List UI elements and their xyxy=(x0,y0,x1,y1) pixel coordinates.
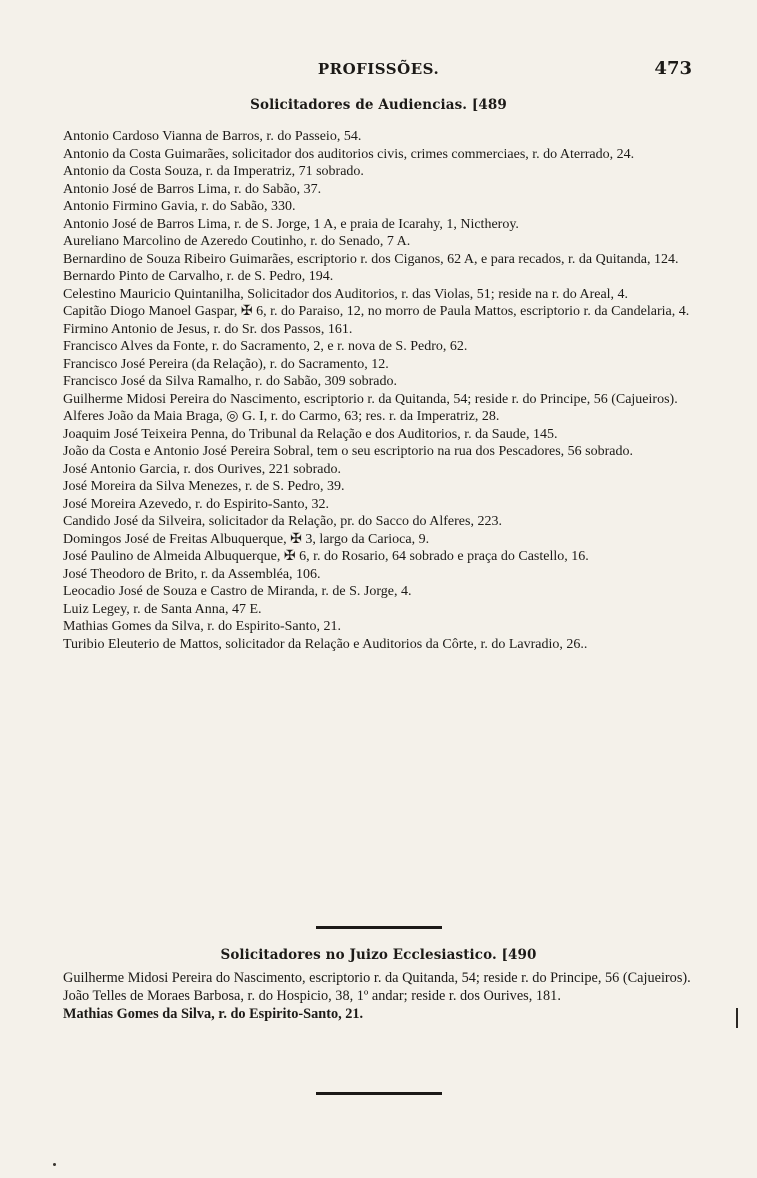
running-head-title: PROFISSÕES. xyxy=(317,60,440,78)
section-divider xyxy=(316,926,442,929)
list-item: João da Costa e Antonio José Pereira Sobral, tem o seu escriptorio na rua dos Pescadores, 56 sobrado. xyxy=(63,444,633,459)
running-head xyxy=(0,60,757,88)
list-item: José Antonio Garcia, r. dos Ourives, 221 sobrado. xyxy=(63,461,342,477)
list-item: Firmino Antonio de Jesus, r. do Sr. dos Passos, 161. xyxy=(63,321,353,337)
list-item: João Telles de Moraes Barbosa, r. do Hospicio, 38, 1º andar; reside r. dos Ourives, 181. xyxy=(63,988,561,1004)
list-item: Bernardino de Souza Ribeiro Guimarães, escriptorio r. dos Ciganos, 62 A, e para recados, r. da Quitanda, 124. xyxy=(63,251,679,267)
list-item: Antonio Cardoso Vianna de Barros, r. do Passeio, 54. xyxy=(63,129,362,144)
list-item: Mathias Gomes da Silva, r. do Espirito-Santo, 21. xyxy=(63,619,342,634)
list-item: Antonio José de Barros Lima, r. de S. Jorge, 1 A, e praia de Icarahy, 1, Nictheroy. xyxy=(63,216,519,232)
closing-divider xyxy=(316,1092,442,1095)
margin-mark xyxy=(736,1008,738,1028)
list-item: Domingos José de Freitas Albuquerque, ✠ 3, largo da Carioca, 9. xyxy=(63,531,430,547)
list-item: Antonio José de Barros Lima, r. do Sabão, 37. xyxy=(63,181,322,197)
list-item: Mathias Gomes da Silva, r. do Espirito-Santo, 21. xyxy=(63,1006,364,1022)
list-item: Celestino Mauricio Quintanilha, Solicitador dos Auditorios, r. das Violas, 51; reside na r. do Areal, 4. xyxy=(63,286,629,302)
list-item: Joaquim José Teixeira Penna, do Tribunal da Relação e dos Auditorios, r. da Saude, 145. xyxy=(63,426,558,442)
list-item: José Moreira da Silva Menezes, r. de S. Pedro, 39. xyxy=(63,479,345,494)
entries-ecclesiastico xyxy=(63,969,698,1023)
list-item: Aureliano Marcolino de Azeredo Coutinho, r. do Senado, 7 A. xyxy=(63,234,411,249)
list-item: José Theodoro de Brito, r. da Assembléa, 106. xyxy=(63,566,321,582)
list-item: Bernardo Pinto de Carvalho, r. de S. Pedro, 194. xyxy=(63,269,334,284)
list-item: Alferes João da Maia Braga, ◎ G. I, r. do Carmo, 63; res. r. da Imperatriz, 28. xyxy=(63,409,500,424)
list-item: Turibio Eleuterio de Mattos, solicitador da Relação e Auditorios da Côrte, r. do Lavradio, 26.. xyxy=(63,636,588,652)
list-item: Luiz Legey, r. de Santa Anna, 47 E. xyxy=(63,601,262,617)
list-item: José Paulino de Almeida Albuquerque, ✠ 6, r. do Rosario, 64 sobrado e praça do Castello, 16. xyxy=(63,549,589,564)
list-item: Francisco José Pereira (da Relação), r. do Sacramento, 12. xyxy=(63,356,389,372)
list-item: Antonio Firmino Gavia, r. do Sabão, 330. xyxy=(63,199,296,214)
list-item: José Moreira Azevedo, r. do Espirito-Santo, 32. xyxy=(63,496,329,512)
list-item: Guilherme Midosi Pereira do Nascimento, escriptorio r. da Quitanda, 54; reside r. do Principe, 56 (Cajueiros). xyxy=(63,970,691,986)
list-item: Francisco José da Silva Ramalho, r. do Sabão, 309 sobrado. xyxy=(63,374,398,389)
section-heading-ecclesiastico: Solicitadores no Juizo Ecclesiastico. [490 xyxy=(220,947,537,963)
list-item: Leocadio José de Souza e Castro de Miranda, r. de S. Jorge, 4. xyxy=(63,584,412,599)
list-item: Antonio da Costa Guimarães, solicitador dos auditorios civis, crimes commerciaes, r. do Aterrado, 24. xyxy=(63,146,635,162)
ink-speck xyxy=(53,1163,56,1166)
section-heading-audiencias: Solicitadores de Audiencias. [489 xyxy=(250,97,507,113)
entries-audiencias xyxy=(63,128,698,653)
list-item: Guilherme Midosi Pereira do Nascimento, escriptorio r. da Quitanda, 54; reside r. do Principe, 56 (Cajueiros). xyxy=(63,391,678,407)
list-item: Capitão Diogo Manoel Gaspar, ✠ 6, r. do Paraiso, 12, no morro de Paula Mattos, escriptorio r. da Candelaria, 4. xyxy=(63,304,690,319)
page-number: 473 xyxy=(654,58,692,79)
list-item: Francisco Alves da Fonte, r. do Sacramento, 2, e r. nova de S. Pedro, 62. xyxy=(63,339,468,354)
list-item: Antonio da Costa Souza, r. da Imperatriz, 71 sobrado. xyxy=(63,164,364,179)
list-item: Candido José da Silveira, solicitador da Relação, pr. do Sacco do Alferes, 223. xyxy=(63,514,502,529)
